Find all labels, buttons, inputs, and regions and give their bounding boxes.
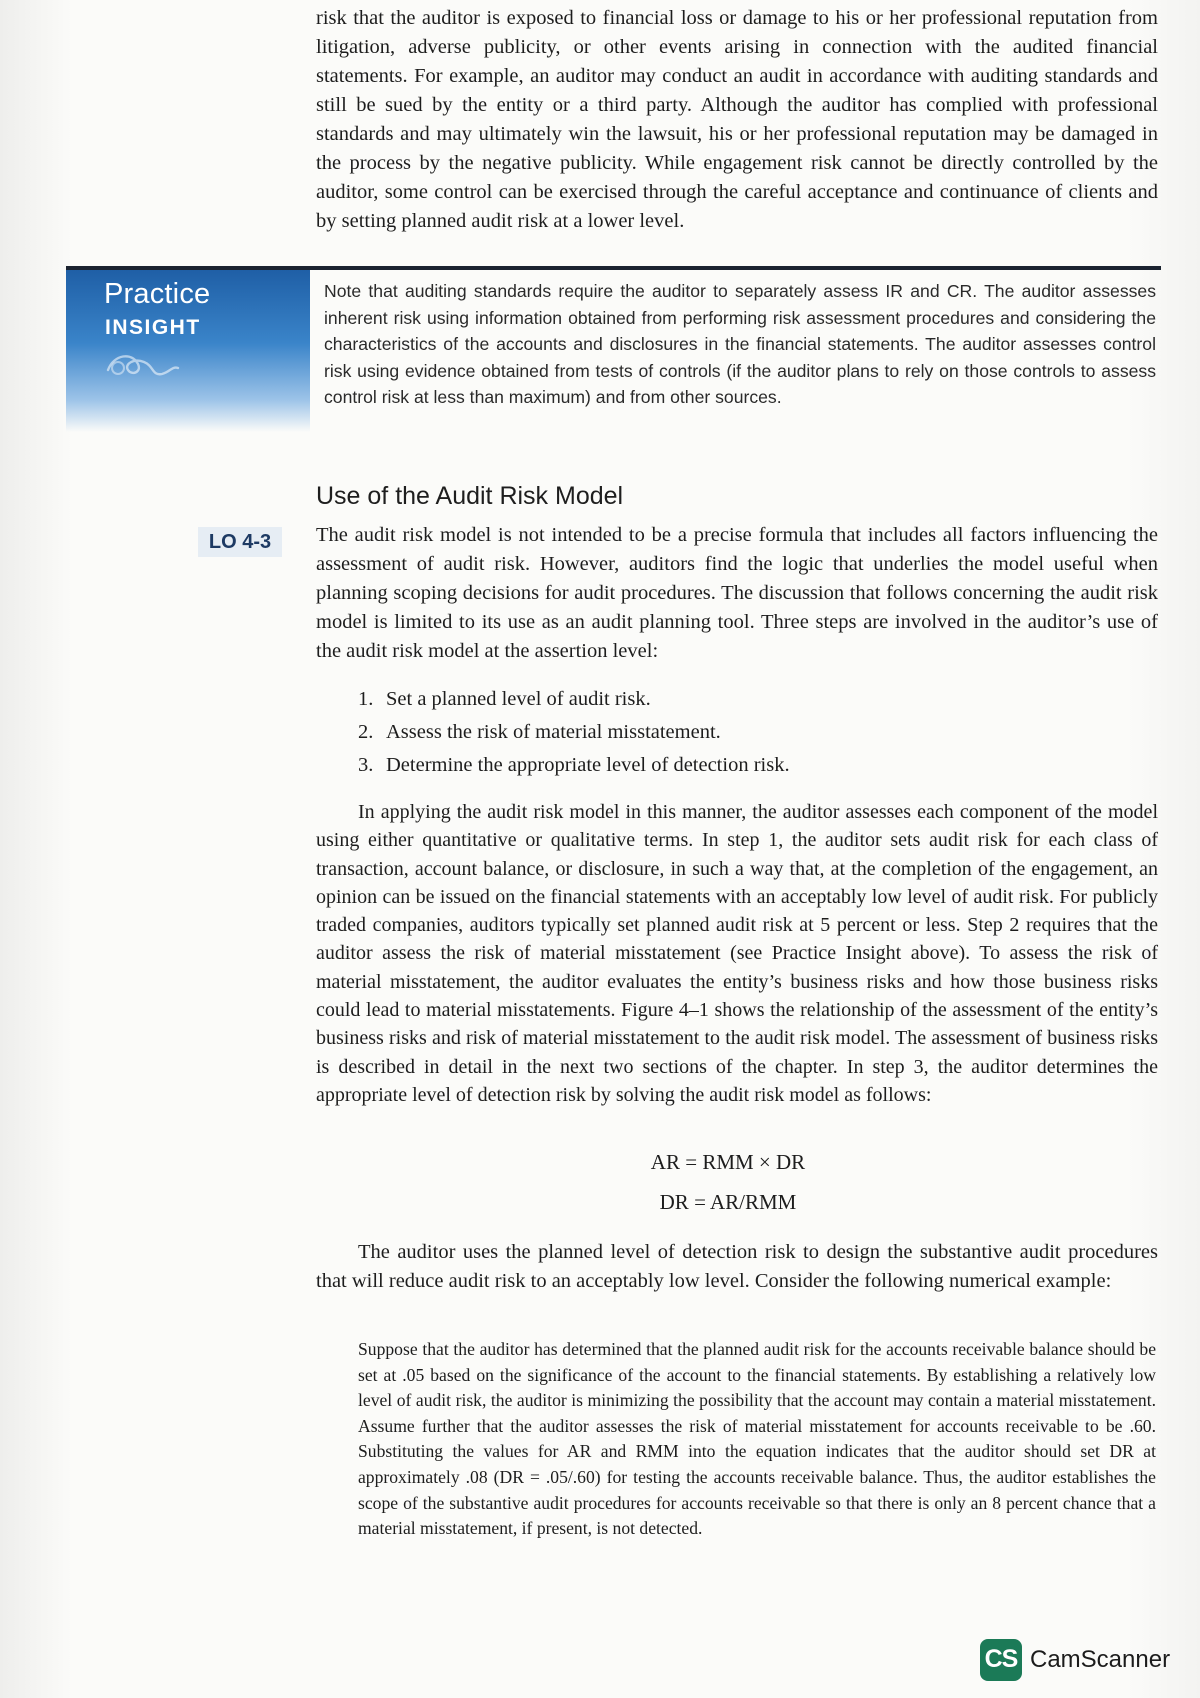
list-item: 3. Determine the appropriate level of detection risk. bbox=[358, 754, 790, 776]
paragraph-applying-model: In applying the audit risk model in this manner, the auditor assesses each component of the model using either quantitative or qualitative terms. In step 1, the auditor sets audit risk for each class of transaction, account balance, or disclosure, in such a way that, at the completion of the engagement, an opinion can be issued on the financial statements with an acceptably low level of audit risk. For publicly traded companies, auditors typically set planned audit risk at 5 percent or less. Step 2 requires that the auditor assess the risk of material misstatement (see Practice Insight above). To assess the risk of material misstatement, the auditor evaluates the entity’s business risks and how those business risks could lead to material misstatements. Figure 4–1 shows the relationship of the assessment of the entity’s business risks and risk of material misstatement to the audit risk model. The assessment of business risks is described in detail in the next two sections of the chapter. In step 3, the auditor determines the appropriate level of detection risk by solving the audit risk model as follows: bbox=[316, 801, 1158, 1106]
swirl-icon bbox=[104, 346, 184, 382]
camscanner-label: CamScanner bbox=[1030, 1646, 1171, 1673]
paragraph-engagement-risk: risk that the auditor is exposed to financial loss or damage to his or her professional reputation from litigation, adverse publicity, or other events arising in connection with the audited financial statements. For example, an auditor may conduct an audit in accordance with auditing standards and still be sued by the entity or a third party. Although the auditor has complied with professional standards and may ultimately win the lawsuit, his or her professional reputation may be damaged in the process by the negative publicity. While engagement risk cannot be directly controlled by the auditor, some control can be exercised through the careful acceptance and continuance of clients and by setting planned audit risk at a lower level. bbox=[316, 7, 1158, 232]
paragraph-intro: The audit risk model is not intended to be a precise formula that includes all factors influencing the assessment of audit risk. However, auditors find the logic that underlies the model useful when planning scoping decisions for audit procedures. The discussion that follows concerning the audit risk model is limited to its use as an audit planning tool. Three steps are involved in the auditor’s use of the audit risk model at the assertion level: bbox=[316, 524, 1158, 662]
equation-detection-risk: DR = AR/RMM bbox=[659, 1190, 797, 1214]
learning-objective-tag: LO 4-3 bbox=[198, 527, 282, 557]
camscanner-logo-icon: CS bbox=[980, 1639, 1022, 1681]
equation-audit-risk: AR = RMM × DR bbox=[650, 1150, 806, 1174]
section-heading: Use of the Audit Risk Model bbox=[316, 482, 624, 510]
steps-list bbox=[358, 683, 790, 782]
practice-insight-title: Practice bbox=[104, 278, 211, 310]
paragraph-numerical-example: Suppose that the auditor has determined that the planned audit risk for the accounts receivable balance should be set at .05 based on the significance of the account to the financial statements. By establishing a relatively low level of audit risk, the auditor is minimizing the possibility that the account may contain a material misstatement. Assume further that the auditor assesses the risk of material misstatement for accounts receivable to be .60. Substituting the values for AR and RMM into the equation indicates that the auditor should set DR at approximately .08 (DR = .05/.60) for testing the accounts receivable balance. Thus, the auditor establishes the scope of the substantive audit procedures for accounts receivable so that there is only an 8 percent chance that a material misstatement, if present, is not detected. bbox=[358, 1339, 1156, 1539]
practice-insight-label bbox=[66, 270, 310, 432]
practice-insight-subtitle: INSIGHT bbox=[105, 316, 201, 339]
list-item: 2. Assess the risk of material misstatement. bbox=[358, 721, 721, 743]
camscanner-watermark bbox=[980, 1639, 1170, 1681]
list-item: 1. Set a planned level of audit risk. bbox=[358, 688, 651, 710]
paragraph-planned-detection-risk: The auditor uses the planned level of detection risk to design the substantive audit procedures that will reduce audit risk to an acceptably low level. Consider the following numerical example: bbox=[316, 1241, 1158, 1292]
practice-insight-text: Note that auditing standards require the auditor to separately assess IR and CR. The auditor assesses inherent risk using information obtained from performing risk assessment procedures and considering the characteristics of the accounts and disclosures in the financial statements. The auditor assesses control risk using evidence obtained from tests of controls (if the auditor plans to rely on those controls to assess control risk at less than maximum) and from other sources. bbox=[324, 281, 1156, 407]
